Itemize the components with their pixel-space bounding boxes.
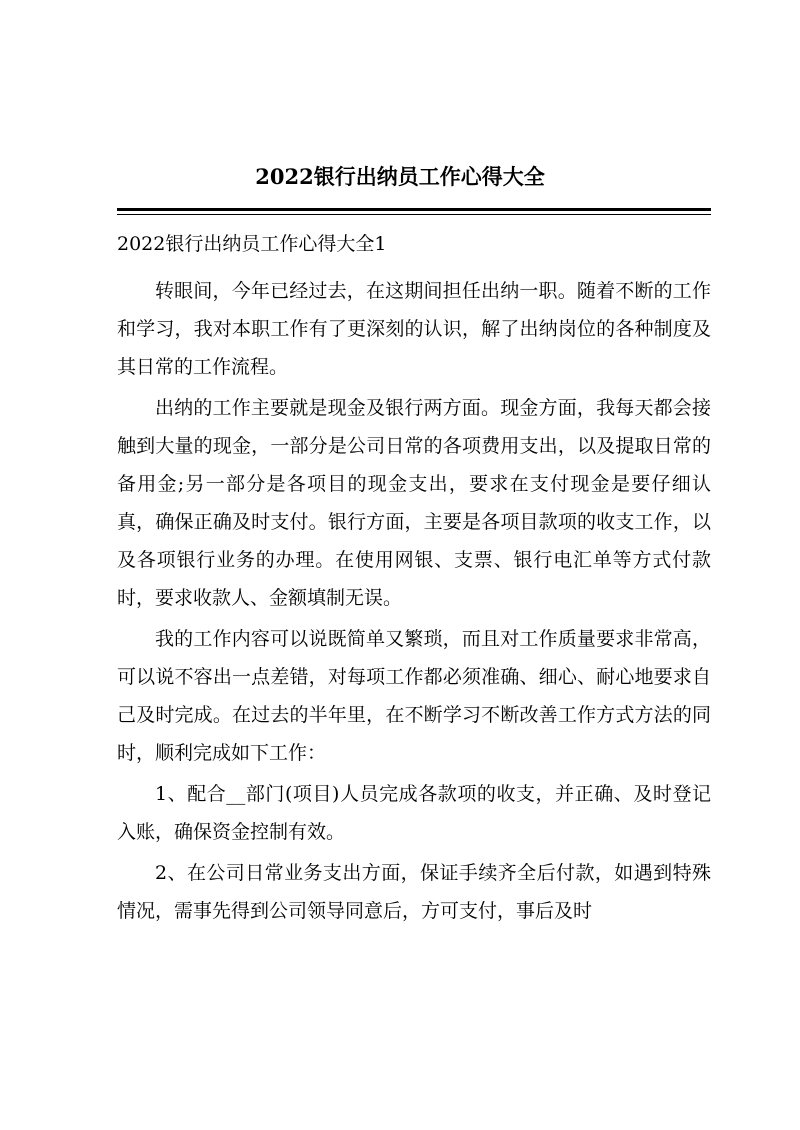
paragraph: 出纳的工作主要就是现金及银行两方面。现金方面，我每天都会接触到大量的现金，一部分是公司日常的各项费用支出，以及提取日常的备用金;另一部分是各项目的现金支出，要求在支付现金是要仔细认真，确保正确及时支付。银行方面，主要是各项目款项的收支工作，以及各项银行业务的办理。在使用网银、支票、银行电汇单等方式付款时，要求收款人、金额填制无误。: [117, 397, 711, 609]
document-title: 2022银行出纳员工作心得大全: [255, 164, 545, 189]
paragraph: 我的工作内容可以说既简单又繁琐，而且对工作质量要求非常高，可以说不容出一点差错，对每项工作都必须准确、细心、耐心地要求自己及时完成。在过去的半年里，在不断学习不断改善工作方式方法的同时，顺利完成如下工作：: [117, 628, 711, 764]
title-divider-thin: [117, 214, 711, 215]
section-heading: 2022银行出纳员工作心得大全1: [117, 233, 387, 255]
paragraph: 1、配合__部门(项目)人员完成各款项的收支，并正确、及时登记入账，确保资金控制有效。: [117, 783, 711, 843]
paragraph: 2、在公司日常业务支出方面，保证手续齐全后付款，如遇到特殊情况，需事先得到公司领导同意后，方可支付，事后及时: [117, 862, 711, 922]
paragraph: 转眼间，今年已经过去，在这期间担任出纳一职。随着不断的工作和学习，我对本职工作有了更深刻的认识，解了出纳岗位的各种制度及其日常的工作流程。: [117, 280, 711, 378]
title-divider-thick: [117, 208, 711, 211]
document-body: [117, 272, 711, 933]
